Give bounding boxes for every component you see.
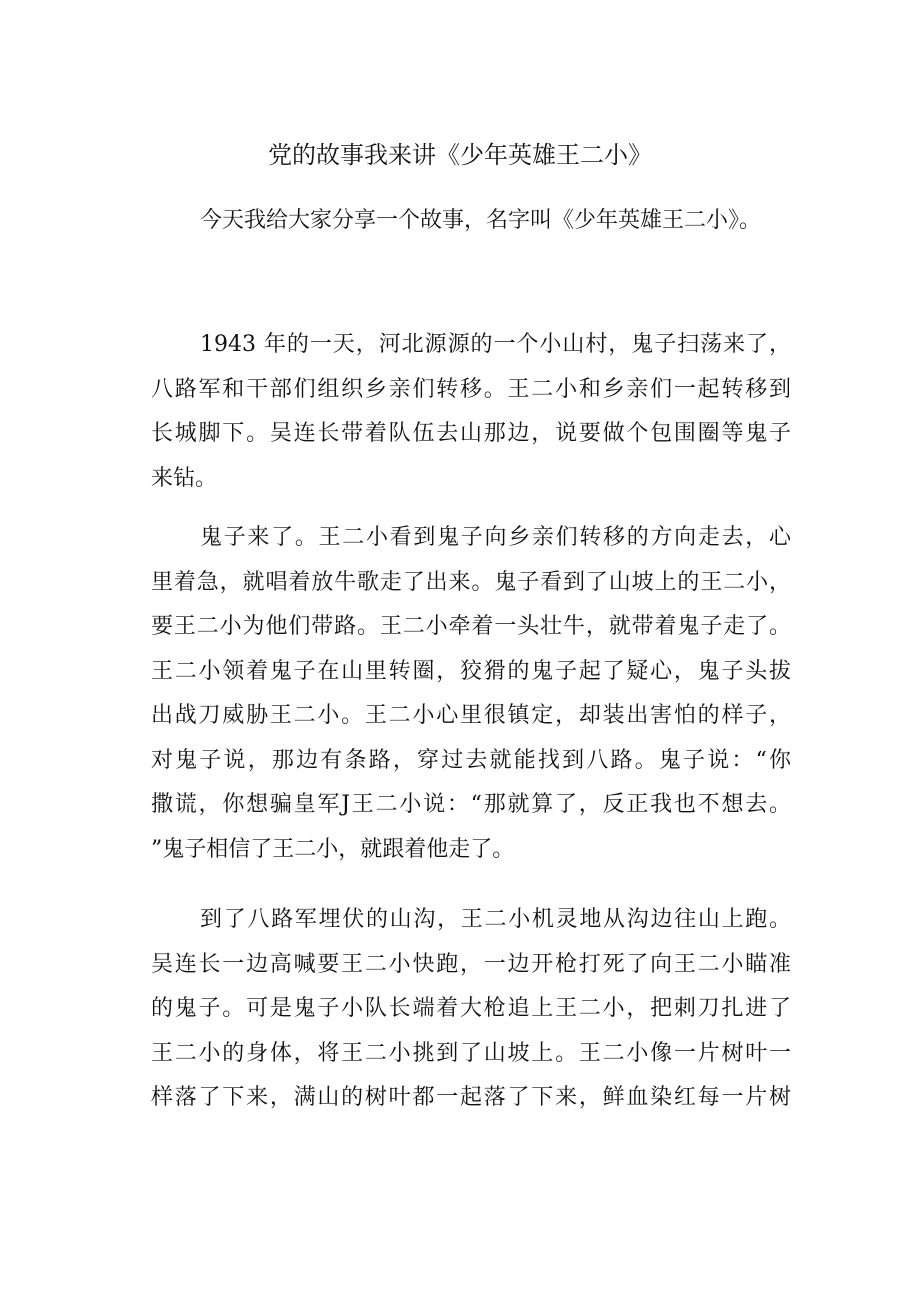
paragraph-intro: [151, 199, 791, 244]
text-line: 鬼子来了。王二小看到鬼子向乡亲们转移的方向走去，心: [200, 525, 791, 550]
paragraph-1: [151, 323, 791, 501]
document-title: 党的故事我来讲《少年英雄王二小》: [268, 141, 652, 169]
text-line: 要王二小为他们带路。王二小牵着一头壮牛，就带着鬼子走了。: [151, 614, 791, 639]
text-line: 八路军和干部们组织乡亲们转移。王二小和乡亲们一起转移到: [151, 376, 791, 402]
text-line: 吴连长一边高喊要王二小快跑，一边开枪打死了向王二小瞄准: [151, 951, 791, 977]
text-line: 里着急，就唱着放牛歌走了出来。鬼子看到了山坡上的王二小，: [151, 569, 791, 595]
text-line: 的鬼子。可是鬼子小队长端着大枪追上王二小，把刺刀扎进了: [151, 996, 791, 1021]
text-line: 今天我给大家分享一个故事，名字叫《少年英雄王二小》。: [200, 208, 762, 233]
text-line: 样落了下来，满山的树叶都一起落了下来，鲜血染红每一片树: [151, 1085, 791, 1110]
paragraph-2: [151, 516, 791, 872]
text-line: 来钻。: [151, 465, 218, 491]
text-line: 对鬼子说，那边有条路，穿过去就能找到八路。鬼子说：“你: [151, 747, 791, 773]
text-line: 撒谎，你想骗皇军J王二小说：“那就算了，反正我也不想去。: [151, 792, 791, 817]
text-line: 王二小领着鬼子在山里转圈，狡猾的鬼子起了疑心，鬼子头拔: [151, 658, 791, 684]
paragraph-3: [151, 898, 791, 1121]
text-line: 到了八路军埋伏的山沟，王二小机灵地从沟边往山上跑。: [200, 907, 791, 932]
text-line: 长城脚下。吴连长带着队伍去山那边，说要做个包围圈等鬼子: [151, 421, 791, 446]
text-line: 1943 年的一天，河北源源的一个小山村，鬼子扫荡来了，: [200, 332, 791, 357]
text-line: 出战刀威胁王二小。王二小心里很镇定，却装出害怕的样子，: [151, 703, 791, 728]
text-line: 王二小的身体，将王二小挑到了山坡上。王二小像一片树叶一: [151, 1040, 791, 1066]
text-line: ”鬼子相信了王二小，就跟着他走了。: [151, 836, 515, 862]
